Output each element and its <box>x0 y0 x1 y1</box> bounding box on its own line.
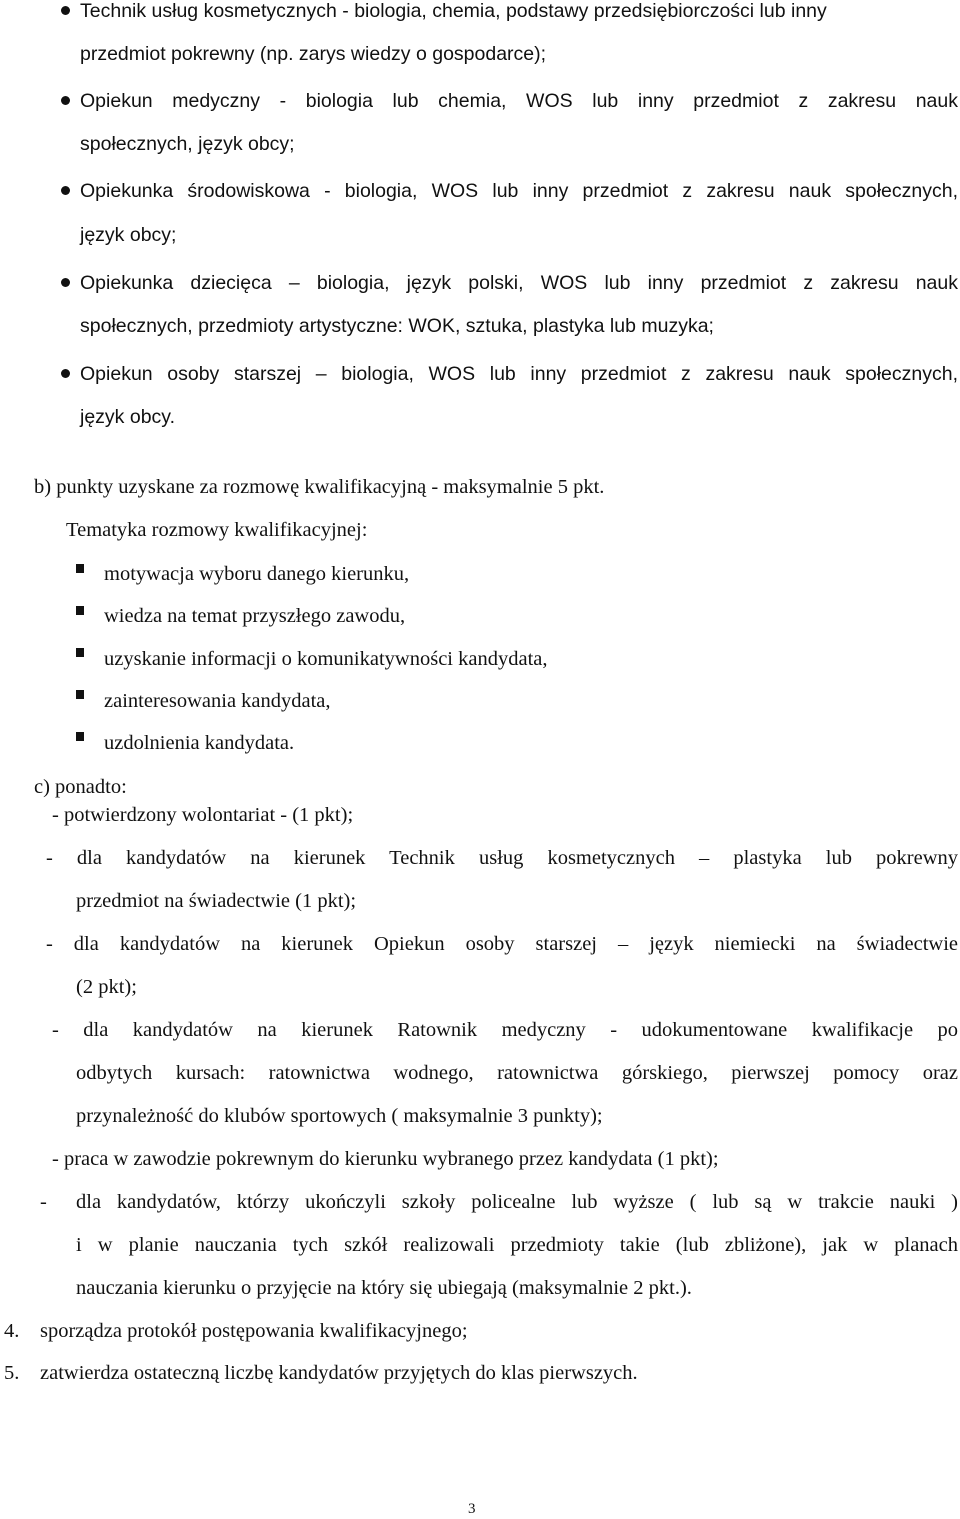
section-b-item: motywacja wyboru danego kierunku, <box>104 563 410 585</box>
bullet-square <box>76 732 84 741</box>
list-a-item-3-line-1: Opiekunka środowiskowa - biologia, WOS lub inny przedmiot z zakresu nauk społecznych, <box>80 180 958 202</box>
section-c-item-6-line-3: nauczania kierunku o przyjęcie na który się ubiegają (maksymalnie 2 pkt.). <box>76 1277 692 1299</box>
section-b-item: uzyskanie informacji o komunikatywności kandydata, <box>104 648 548 670</box>
list-a-item-2-line-2: społecznych, język obcy; <box>80 133 295 155</box>
list-a-item-2-line-1: Opiekun medyczny - biologia lub chemia, WOS lub inny przedmiot z zakresu nauk <box>80 90 958 112</box>
numbered-item-text: sporządza protokół postępowania kwalifikacyjnego; <box>40 1320 468 1342</box>
section-c-heading: c) ponadto: <box>34 776 127 798</box>
list-a-item-1-line-2: przedmiot pokrewny (np. zarys wiedzy o gospodarce); <box>80 43 547 65</box>
page-number: 3 <box>468 1501 476 1517</box>
section-c-item-2-line-1: - dla kandydatów na kierunek Technik usług kosmetycznych – plastyka lub pokrewny <box>46 847 958 869</box>
bullet-square <box>76 648 84 657</box>
section-c-item-6-line-1: dla kandydatów, którzy ukończyli szkoły policealne lub wyższe ( lub są w trakcie nauki ) <box>76 1191 958 1213</box>
section-c-item-3-line-2: (2 pkt); <box>76 976 137 998</box>
numbered-item-text: zatwierdza ostateczną liczbę kandydatów przyjętych do klas pierwszych. <box>40 1362 638 1384</box>
section-b-item: wiedza na temat przyszłego zawodu, <box>104 605 406 627</box>
list-a-item-5-line-1: Opiekun osoby starszej – biologia, WOS lub inny przedmiot z zakresu nauk społecznych, <box>80 363 958 385</box>
section-b-subheading: Tematyka rozmowy kwalifikacyjnej: <box>66 519 368 541</box>
section-c-item-6-dash: - <box>40 1191 47 1213</box>
numbered-item-number: 4. <box>4 1320 20 1342</box>
bullet-dot <box>61 6 70 15</box>
bullet-square <box>76 606 84 615</box>
list-a-item-3-line-2: język obcy; <box>80 224 177 246</box>
section-c-item-4-line-1: - dla kandydatów na kierunek Ratownik medyczny - udokumentowane kwalifikacje po <box>52 1019 958 1041</box>
bullet-square <box>76 690 84 699</box>
section-c-item-3-line-1: - dla kandydatów na kierunek Opiekun osoby starszej – język niemiecki na świadectwie <box>46 933 958 955</box>
section-c-item-6-line-2: i w planie nauczania tych szkół realizowali przedmioty takie (lub zbliżone), jak w planach <box>76 1234 958 1256</box>
bullet-dot <box>61 278 70 287</box>
section-c-item-4-line-2: odbytych kursach: ratownictwa wodnego, ratownictwa górskiego, pierwszej pomocy oraz <box>76 1062 958 1084</box>
list-a-item-5-line-2: język obcy. <box>80 406 176 428</box>
bullet-square <box>76 564 84 573</box>
section-c-item-4-line-3: przynależność do klubów sportowych ( maksymalnie 3 punkty); <box>76 1105 603 1127</box>
section-b-item: zainteresowania kandydata, <box>104 690 331 712</box>
section-c-item-5: - praca w zawodzie pokrewnym do kierunku wybranego przez kandydata (1 pkt); <box>52 1148 719 1170</box>
list-a-item-4-line-2: społecznych, przedmioty artystyczne: WOK, sztuka, plastyka lub muzyka; <box>80 315 714 337</box>
list-a-item-1-line-1: Technik usług kosmetycznych - biologia, chemia, podstawy przedsiębiorczości lub inny <box>80 0 827 22</box>
list-a-item-4-line-1: Opiekunka dziecięca – biologia, język polski, WOS lub inny przedmiot z zakresu nauk <box>80 272 958 294</box>
section-c-item-1: - potwierdzony wolontariat - (1 pkt); <box>52 804 354 826</box>
section-b-heading: b) punkty uzyskane za rozmowę kwalifikacyjną - maksymalnie 5 pkt. <box>34 476 605 498</box>
bullet-dot <box>61 186 70 195</box>
bullet-dot <box>61 369 70 378</box>
section-c-item-2-line-2: przedmiot na świadectwie (1 pkt); <box>76 890 357 912</box>
numbered-item-number: 5. <box>4 1362 20 1384</box>
bullet-dot <box>61 96 70 105</box>
section-b-item: uzdolnienia kandydata. <box>104 732 295 754</box>
